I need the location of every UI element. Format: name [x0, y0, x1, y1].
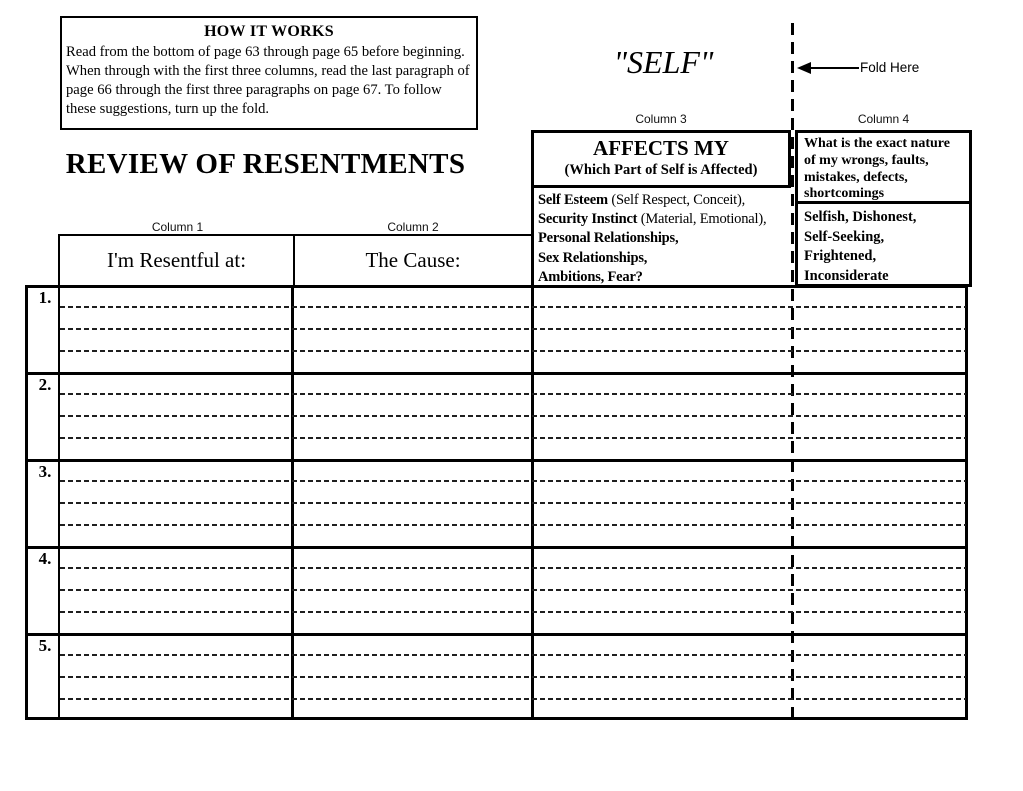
wrongs-question-line: shortcomings [804, 186, 885, 202]
affects-item-rest: (Material, Emotional), [637, 211, 767, 228]
wrongs-question-line: of my wrongs, faults, [804, 152, 929, 168]
row-number: 4. [38, 549, 52, 568]
affects-item-lead: Personal Relationships, [538, 230, 679, 247]
the-cause-header-cell: The Cause: [293, 234, 533, 287]
row-number: 3. [38, 462, 52, 481]
affects-item [538, 249, 791, 268]
writing-line [60, 676, 966, 678]
writing-line [60, 393, 966, 395]
affects-item-lead: Self Esteem [538, 192, 608, 208]
affects-item-lead: Sex Relationships, [538, 249, 648, 266]
wrongs-question-line: What is the exact nature [804, 136, 950, 151]
resentful-at-header-cell: I'm Resentful at: [58, 234, 295, 287]
writing-line [60, 437, 966, 439]
writing-line [60, 306, 966, 308]
writing-line [60, 524, 966, 526]
affects-my-subtitle: (Which Part of Self is Affected) [564, 162, 758, 178]
affects-item [538, 191, 791, 210]
table-row [25, 633, 968, 720]
column-1-label: Column 1 [151, 220, 204, 234]
wrongs-answer-line: Inconsiderate [804, 267, 889, 284]
writing-line [60, 480, 966, 482]
wrongs-question [798, 133, 969, 204]
column-2-label: Column 2 [387, 220, 439, 234]
column-3-label: Column 3 [635, 112, 687, 126]
affects-my-list [534, 188, 791, 287]
table-row [25, 459, 968, 546]
row-number: 2. [38, 375, 52, 394]
how-it-works-title: HOW IT WORKS [204, 23, 334, 40]
writing-line [60, 328, 966, 330]
affects-my-header [534, 130, 791, 188]
how-it-works-box [60, 16, 478, 130]
how-it-works-body: Read from the bottom of page 63 through page 65 before beginning. When through with the first three columns, read the last paragraph of page 66 through the first three paragraphs on page 67. To follow these suggestions, turn up the fold. [66, 44, 470, 117]
page-title: REVIEW OF RESENTMENTS [65, 148, 466, 180]
affects-item-lead: Security Instinct [538, 211, 638, 228]
self-heading: "SELF" [613, 44, 714, 80]
left-arrow-icon [797, 62, 811, 74]
wrongs-answer-line: Self-Seeking, [804, 228, 885, 245]
wrongs-answer-line: Selfish, Dishonest, [804, 209, 917, 225]
writing-line [60, 415, 966, 417]
table-row [25, 546, 968, 633]
wrongs-answers [798, 204, 969, 286]
affects-my-title: AFFECTS MY [593, 136, 729, 160]
affects-item-lead: Ambitions, Fear? [538, 268, 643, 285]
wrongs-answer-line: Frightened, [804, 248, 877, 264]
writing-line [60, 502, 966, 504]
fold-here-label: Fold Here [860, 60, 920, 75]
writing-line [60, 698, 966, 700]
wrongs-box [795, 130, 972, 287]
writing-line [60, 350, 966, 352]
writing-line [60, 589, 966, 591]
writing-line [60, 611, 966, 613]
row-number: 1. [38, 288, 52, 307]
writing-line [60, 567, 966, 569]
column-4-label: Column 4 [857, 112, 910, 126]
row-number: 5. [38, 636, 52, 655]
affects-item [538, 229, 791, 248]
writing-line [60, 654, 966, 656]
affects-item [538, 210, 791, 229]
affects-item-rest: (Self Respect, Conceit), [607, 192, 746, 208]
table-row [25, 372, 968, 459]
fold-arrow-shaft [810, 67, 859, 69]
wrongs-question-line: mistakes, defects, [804, 169, 908, 185]
table-row [25, 285, 968, 372]
affects-my-box [531, 130, 791, 287]
